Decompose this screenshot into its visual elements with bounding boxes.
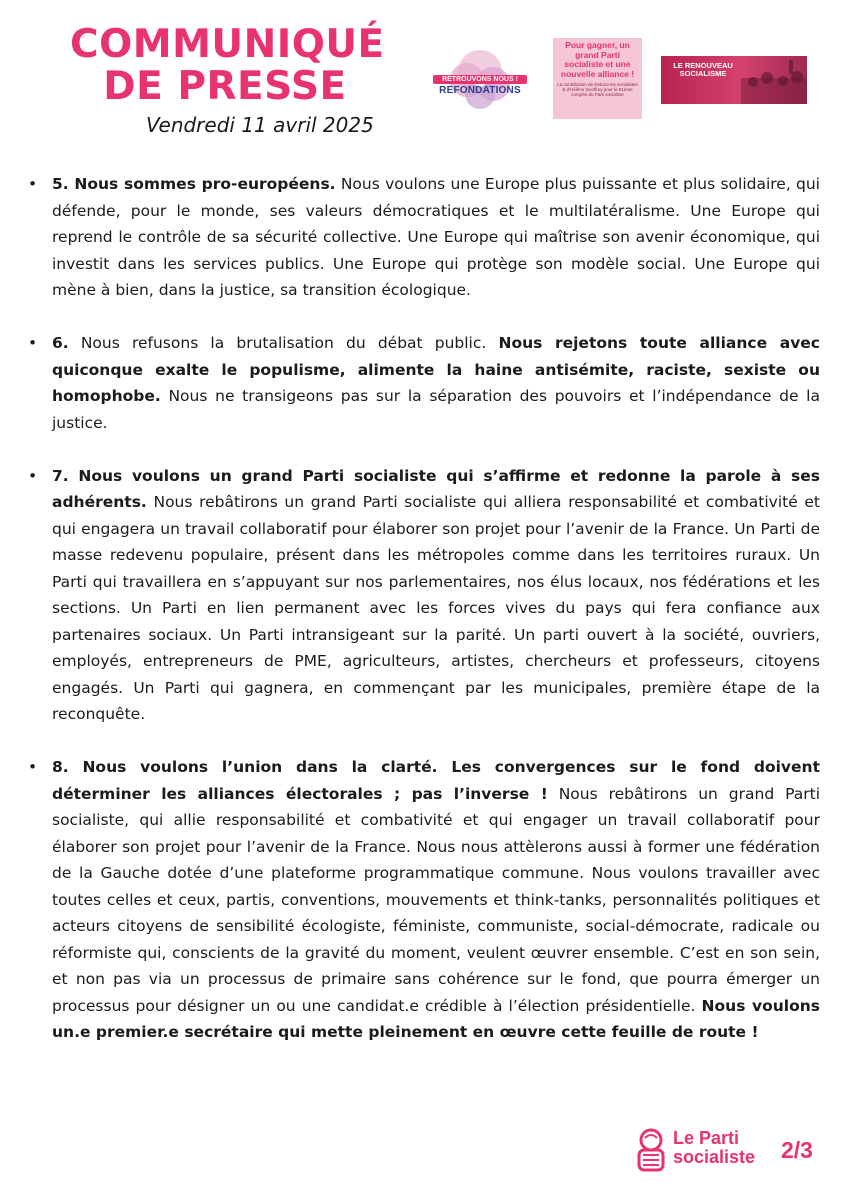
alliance-poster-title: Pour gagner, un grand Parti socialiste et une nouvelle alliance !	[560, 40, 635, 79]
logo-tagline: RETROUVONS NOUS !	[433, 75, 527, 84]
item-text	[52, 754, 820, 1046]
item-text	[52, 330, 820, 436]
item-body: Nous rebâtirons un grand Parti socialiste, qui allie responsabilité et combativité et qui engager un travail collaboratif pour élaborer son projet pour l’avenir de la France. Nous nous attèlerons aussi à former une fédération de la Gauche dotée d’une plateforme programmatique commune. Nous voulons travailler avec toutes celles et ceux, partis, conventions, mouvements et think-tanks, personnalités politiques et acteurs citoyens de sensibilité écologiste, féministe, communiste, social-démocrate, radicale ou réformiste qui, conscients de la gravité du moment, veulent œuvrer ensemble. C’est en son sein, et non pas via un processus de primaire sans cohérence sur le fond, que pourra émerger un processus pour désigner un ou une candidat.e crédible à l’élection présidentielle.	[52, 784, 820, 1015]
bullet: •	[28, 758, 38, 776]
parti-socialiste-logo	[633, 1128, 773, 1174]
release-date: Vendredi 11 avril 2025	[146, 113, 374, 137]
page-title	[70, 22, 385, 109]
list-item	[28, 330, 820, 436]
item-body: Nous refusons la brutalisation du débat public.	[68, 334, 499, 352]
item-body: Nous ne transigeons pas sur la séparation des pouvoirs et l’indépendance de la justice.	[52, 387, 820, 432]
socialisme-poster-title: LE RENOUVEAU SOCIALISME	[673, 61, 733, 78]
rose-fist-icon	[633, 1128, 669, 1172]
item-heading: 7. Nous voulons un grand Parti socialiste qui s’affirme et redonne la parole à ses adhérents.	[52, 466, 820, 511]
party-name-line-2: socialiste	[673, 1147, 756, 1167]
bullet: •	[28, 334, 38, 352]
item-body: Nous rebâtirons un grand Parti socialiste qui alliera responsabilité et combativité et qui engagera un travail collaboratif pour élaborer son projet pour l’avenir de la France. Un Parti de masse redevenu populaire, présent dans les métropoles comme dans les territoires ruraux. Un Parti qui travaillera en s’appuyant sur nos parlementaires, nos élus locaux, nos fédérations et les sections. Un Parti en lien permanent avec les forces vives du pays qui fera confiance aux partenaires sociaux. Un Parti intransigeant sur la parité. Un parti ouvert à la société, ouvriers, employés, entrepreneurs de PME, agriculteurs, artistes, chercheurs et professeurs, citoyens engagés. Un Parti qui gagnera, en commençant par les municipales, première étape de la reconquête.	[52, 493, 820, 723]
item-text	[52, 463, 820, 728]
party-name	[673, 1129, 755, 1167]
item-emphasis: Nous rejetons toute alliance avec quiconque exalte le populisme, alimente la haine antisémite, raciste, sexiste ou homophobe.	[52, 334, 820, 405]
item-heading: 5. Nous sommes pro-européens.	[52, 175, 336, 193]
item-emphasis: Nous voulons un.e premier.e secrétaire qui mette pleinement en œuvre cette feuille de route !	[52, 996, 820, 1041]
alliance-poster-subtitle: La contribution de Debout les socialistes & d'Hélène Geoffroy pour le 81ème congrès du Parti socialiste	[557, 82, 638, 98]
title-line-2: DE PRESSE	[103, 64, 347, 109]
alliance-poster	[553, 38, 642, 119]
refondations-logo	[425, 48, 535, 118]
item-text	[52, 171, 820, 304]
page-number: 2/3	[781, 1137, 813, 1163]
socialisme-poster	[661, 56, 807, 104]
item-heading: 6.	[52, 334, 69, 352]
bullet: •	[28, 175, 38, 193]
bullet: •	[28, 466, 38, 485]
header	[0, 0, 849, 150]
item-body: Nous voulons une Europe plus puissante et plus solidaire, qui défende, pour le monde, ses valeurs démocratiques et le multilatéralisme. Une Europe qui reprend le contrôle de sa sécurité collective. Une Europe qui maîtrise son avenir économique, qui investit dans les services publics. Une Europe qui protège son modèle social. Une Europe qui mène à bien, dans la justice, sa transition écologique.	[52, 175, 820, 299]
list-item	[28, 463, 820, 728]
list-item	[28, 171, 820, 304]
press-release-body	[28, 171, 820, 1072]
item-heading: 8. Nous voulons l’union dans la clarté. Les convergences sur le fond doivent déterminer les alliances électorales ; pas l’inverse !	[52, 758, 820, 803]
title-line-1: COMMUNIQUÉ	[70, 22, 385, 67]
party-name-line-1: Le Parti	[673, 1128, 740, 1148]
logo-wordmark: REFONDATIONS	[439, 85, 521, 96]
list-item	[28, 754, 820, 1046]
